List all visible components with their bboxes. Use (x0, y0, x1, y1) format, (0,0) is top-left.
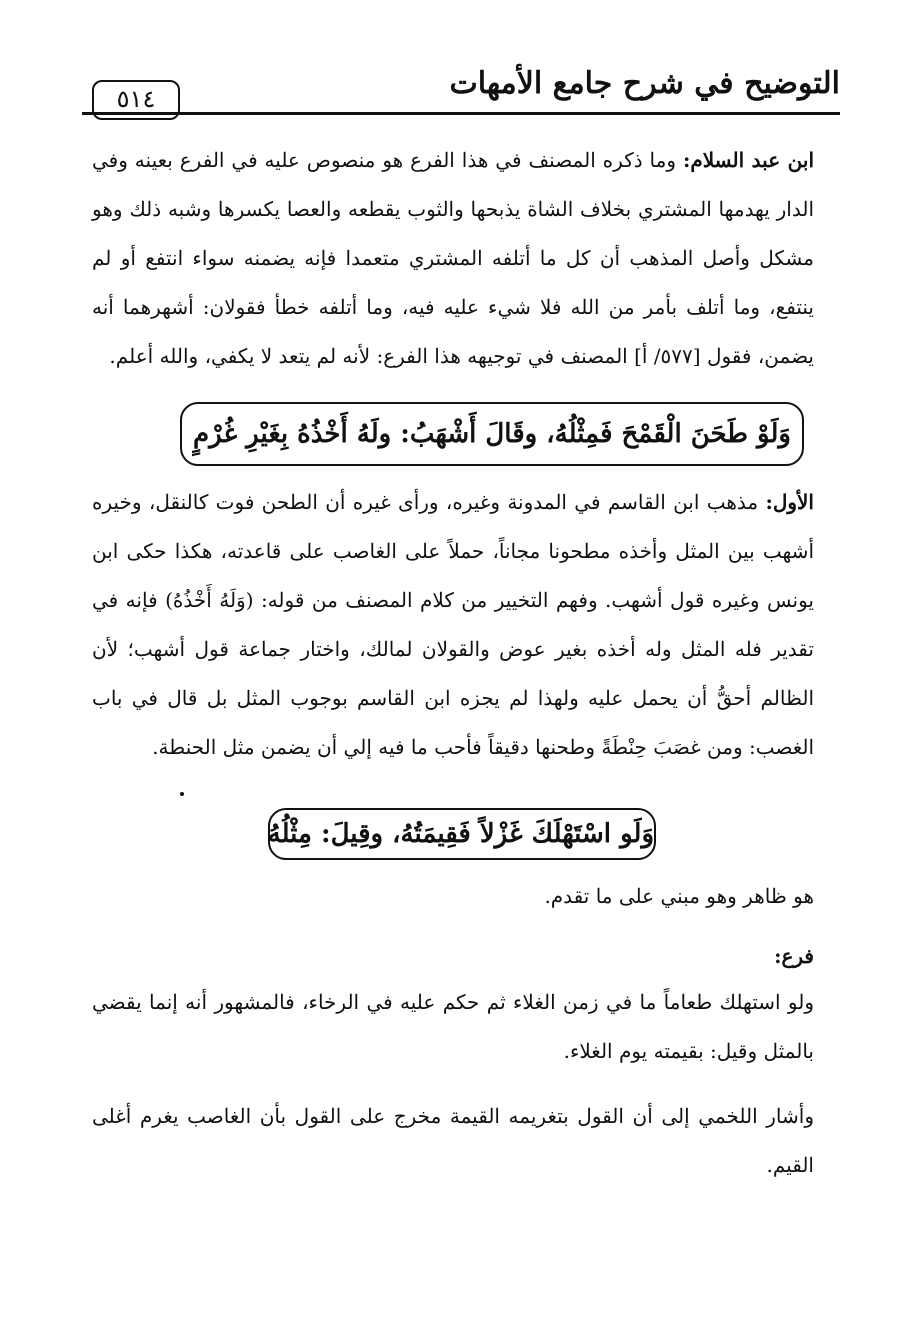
matn-box-1 (180, 402, 804, 466)
matn-text: وَلَوْ طَحَنَ الْقَمْحَ فَمِثْلُهُ، وقَالَ أَشْهَبُ: ولَهُ أَخْذُهُ بِغَيْرِ غُرْمٍ (193, 419, 791, 449)
commentary-paragraph-1 (92, 136, 814, 381)
commentary-paragraph-2 (92, 478, 814, 772)
far-heading (92, 932, 814, 981)
paragraph-text: وما ذكره المصنف في هذا الفرع هو منصوص عليه في الفرع بعينه وفي الدار يهدمها المشتري بخلاف الشاة يذبحها والثوب يقطعه والعصا يكسرها وشبه ذلك وهو مشكل وأصل المذهب أن كل ما أتلفه المشتري متعمدا فإنه يضمنه سواء انتفع أو لم ينتفع، وما أتلف بأمر من الله فلا شيء عليه فيه، وما أتلفه خطأ فقولان: أشهرهما أنه يضمن، فقول [٥٧٧/ أ] المصنف في توجيهه هذا الفرع: لأنه لم يتعد لا يكفي، والله أعلم. (92, 148, 815, 368)
matn-text: وَلَو اسْتَهْلَكَ غَزْلاً فَقِيمَتُهُ، وقِيلَ: مِثْلُهُ (267, 819, 654, 849)
book-title: التوضيح في شرح جامع الأمهات (449, 66, 840, 101)
paragraph-text: ولو استهلك طعاماً ما في زمن الغلاء ثم حكم عليه في الرخاء، فالمشهور أنه إنما يقضي بالمثل وقيل: بقيمته يوم الغلاء. (92, 990, 814, 1063)
commentary-paragraph-3 (92, 872, 814, 921)
commentary-paragraph-5 (92, 1092, 814, 1190)
header-rule (82, 112, 840, 115)
page-number: ٥١٤ (92, 80, 180, 120)
commentary-paragraph-4 (92, 978, 814, 1076)
stray-dot (180, 792, 184, 796)
matn-box-2 (268, 808, 656, 860)
paragraph-text: هو ظاهر وهو مبني على ما تقدم. (544, 884, 814, 908)
page-header (80, 60, 840, 120)
paragraph-text: وأشار اللخمي إلى أن القول بتغريمه القيمة مخرج على القول بأن الغاصب يغرم أغلى القيم. (92, 1104, 814, 1177)
far-heading-text: فرع: (774, 944, 814, 968)
paragraph-text: مذهب ابن القاسم في المدونة وغيره، ورأى غيره أن الطحن فوت كالنقل، وخيره أشهب بين المثل وأخذه مطحونا مجاناً، حملاً على الغاصب على قاعدته، هكذا حكى ابن يونس وغيره قول أشهب. وفهم التخيير من كلام المصنف من قوله: (وَلَهُ أَخْذُهُ) فإنه في تقدير فله المثل وله أخذه بغير عوض والقولان لمالك، واختار جماعة قول أشهب؛ لأن الظالم أحقُّ أن يحمل عليه ولهذا لم يجزه ابن القاسم بوجوب المثل بل قال في باب الغصب: ومن غصَبَ حِنْطَةً وطحنها دقيقاً فأحب ما فيه إلي أن يضمن مثل الحنطة. (92, 490, 815, 759)
paragraph-lead: ابن عبد السلام: (682, 148, 815, 172)
paragraph-lead: الأول: (765, 490, 814, 514)
